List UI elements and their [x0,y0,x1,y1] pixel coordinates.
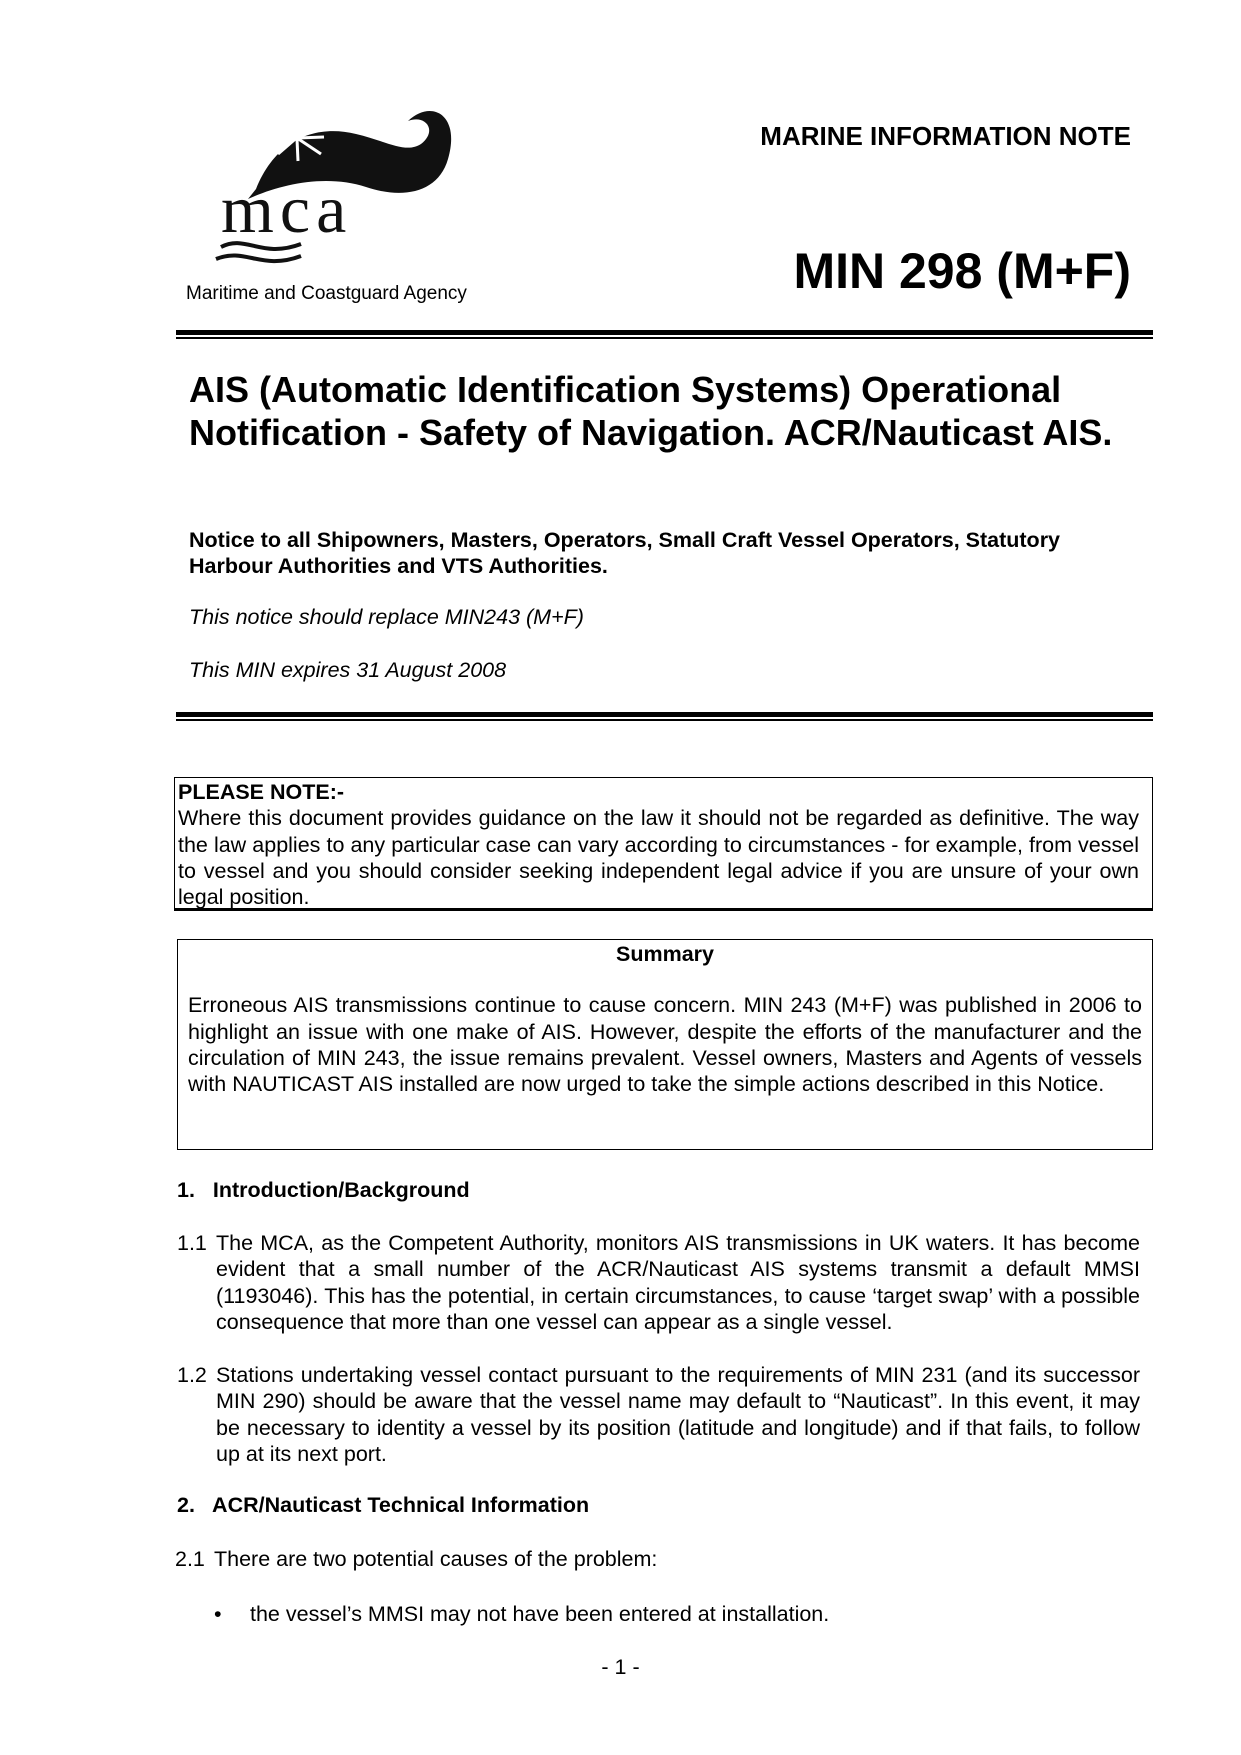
replaces-note: This notice should replace MIN243 (M+F) [189,605,584,629]
doc-type: MARINE INFORMATION NOTE [760,121,1131,151]
page-title: AIS (Automatic Identification Systems) Operational Notification - Safety of Navigation. ACR/Nauticast AIS. [189,369,1113,453]
logo-wordmark: mca [221,171,353,247]
paragraph-number: 1.1 [177,1231,207,1255]
bullet-item [214,1601,829,1627]
bullet-icon: • [214,1602,222,1626]
header-divider [176,330,1153,339]
paragraph-text: Stations undertaking vessel contact pursuant to the requirements of MIN 231 (and its successor MIN 290) should be aware that the vessel name may default to “Nauticast”. In this event, it may be necessary to identity a vessel by its position (latitude and longitude) and if that fails, to follow up at its next port. [216,1363,1140,1466]
section-2-heading: 2. ACR/Nauticast Technical Information [177,1493,590,1517]
expiry-note: This MIN expires 31 August 2008 [189,658,507,682]
paragraph-number: 1.2 [177,1363,207,1387]
summary-heading: Summary [616,942,714,966]
doc-number: MIN 298 (M+F) [793,243,1131,299]
summary-box [177,939,1153,1150]
paragraph-1-1 [177,1230,1140,1335]
summary-text: Erroneous AIS transmissions continue to cause concern. MIN 243 (M+F) was published in 2006 to highlight an issue with one make of AIS. However, despite the efforts of the manufacturer and the circulation of MIN 243, the issue remains prevalent. Vessel owners, Masters and Agents of vessels with NAUTICAST AIS installed are now urged to take the simple actions described in this Notice. [188,993,1142,1097]
paragraph-text: The MCA, as the Competent Authority, monitors AIS transmissions in UK waters. It has become evident that a small number of the ACR/Nauticast AIS systems transmit a default MMSI (1193046). This has the potential, in certain circumstances, to cause ‘target swap’ with a possible consequence that more than one vessel can appear as a single vessel. [216,1231,1140,1334]
paragraph-text: There are two potential causes of the problem: [214,1547,658,1571]
audience: Notice to all Shipowners, Masters, Operators, Small Craft Vessel Operators, Statutory Harbour Authorities and VTS Authorities. [189,528,1061,578]
logo-caption: Maritime and Coastguard Agency [186,283,467,304]
paragraph-number: 2.1 [175,1547,205,1571]
title-divider [176,712,1153,721]
bullet-text: the vessel’s MMSI may not have been entered at installation. [250,1602,830,1626]
please-note-text: Where this document provides guidance on the law it should not be regarded as definitive. The way the law applies to any particular case can vary according to circumstances - for example, from vessel to vessel and you should consider seeking independent legal advice if you are unsure of your own legal position. [178,806,1139,910]
paragraph-1-2 [177,1362,1140,1467]
page-number: - 1 - [601,1655,640,1679]
please-note-box [174,777,1153,911]
paragraph-2-1 [175,1546,1138,1572]
section-1-heading: 1. Introduction/Background [177,1178,470,1202]
mca-logo [176,99,526,325]
please-note-heading: PLEASE NOTE:- [178,780,345,804]
